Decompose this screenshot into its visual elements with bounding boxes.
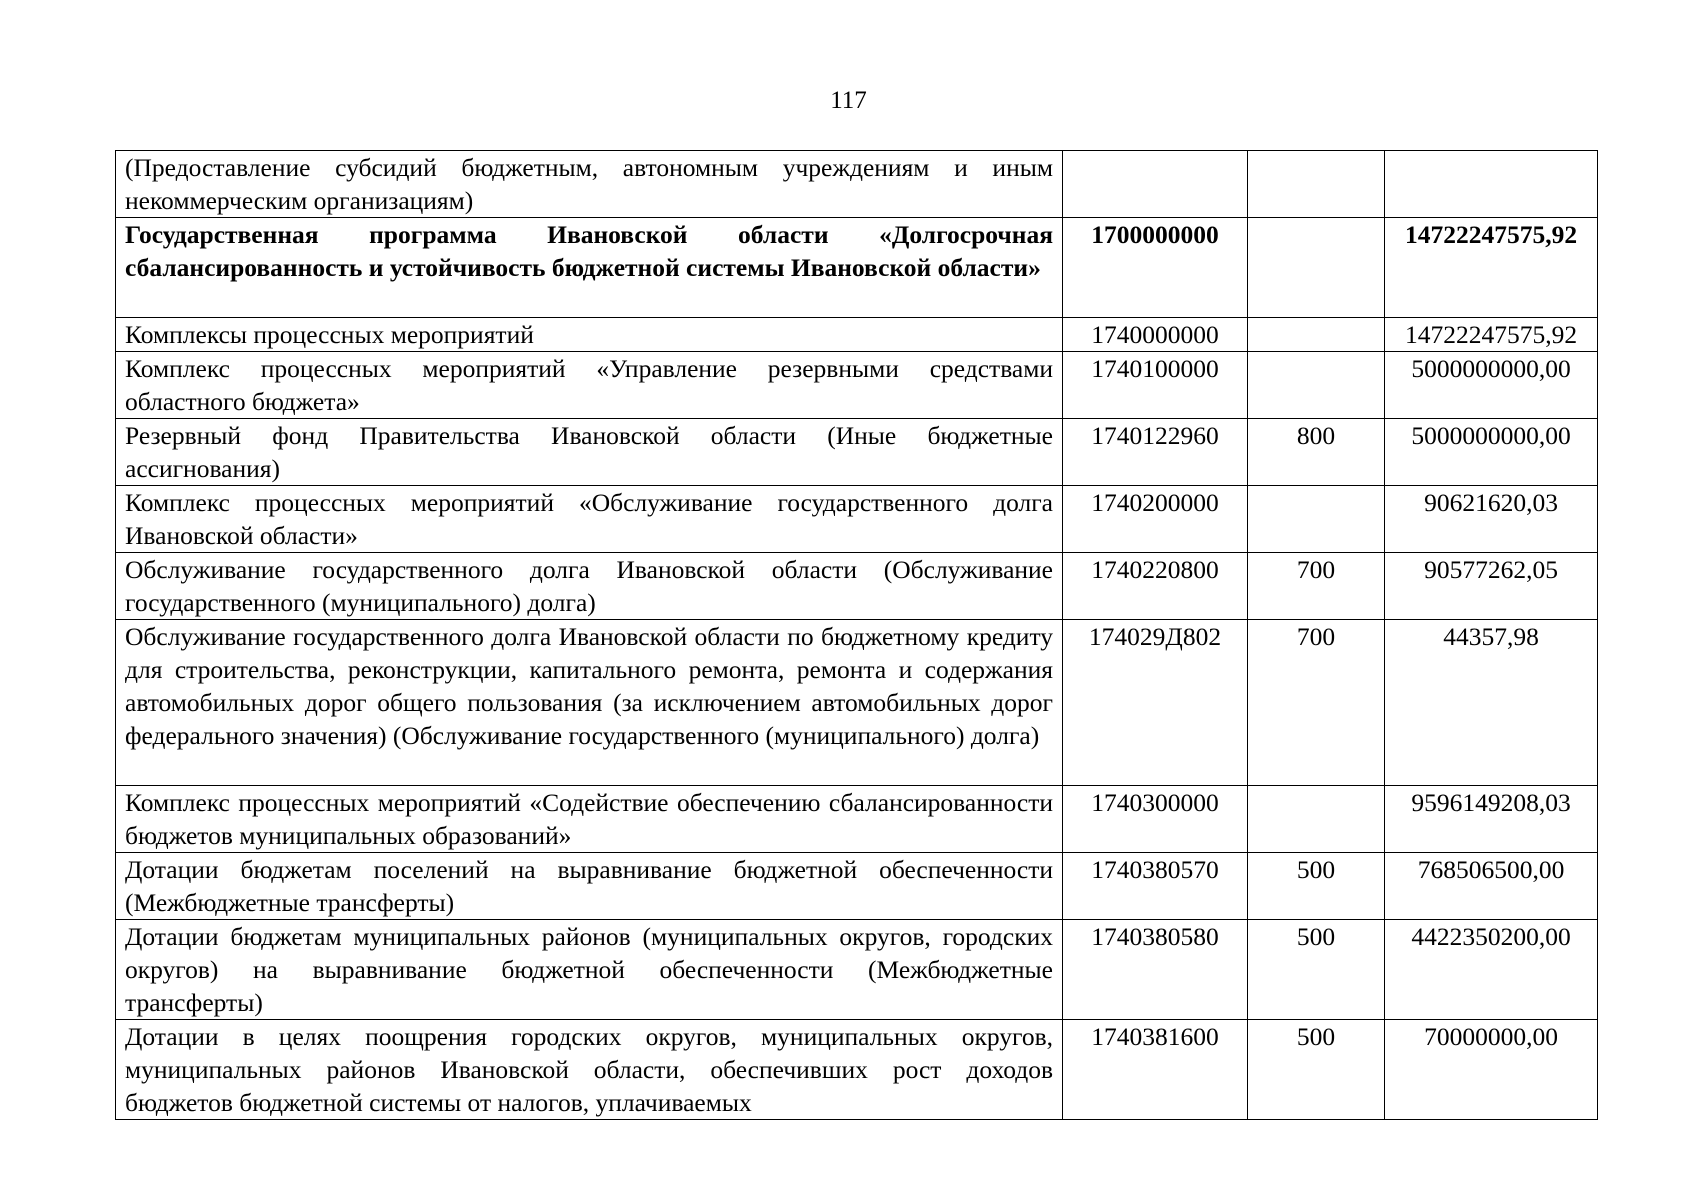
amount	[1385, 151, 1598, 218]
row-name: Обслуживание государственного долга Ивановской области (Обслуживание государственного (муниципального) долга)	[116, 553, 1063, 620]
table-row	[116, 318, 1598, 352]
expense-type: 500	[1248, 920, 1385, 1020]
target-code: 1740300000	[1063, 786, 1248, 853]
target-code: 1740122960	[1063, 419, 1248, 486]
table-row	[116, 620, 1598, 786]
table-row	[116, 486, 1598, 553]
target-code: 174029Д802	[1063, 620, 1248, 786]
expense-type: 700	[1248, 553, 1385, 620]
row-name: Дотации бюджетам муниципальных районов (муниципальных округов, городских округов) на выравнивание бюджетной обеспеченности (Межбюджетные трансферты)	[116, 920, 1063, 1020]
amount: 90577262,05	[1385, 553, 1598, 620]
row-name: (Предоставление субсидий бюджетным, автономным учреждениям и иным некоммерческим организациям)	[116, 151, 1063, 218]
amount: 9596149208,03	[1385, 786, 1598, 853]
row-name: Государственная программа Ивановской области «Долгосрочная сбалансированность и устойчивость бюджетной системы Ивановской области»	[116, 218, 1063, 318]
row-name: Дотации бюджетам поселений на выравнивание бюджетной обеспеченности (Межбюджетные трансферты)	[116, 853, 1063, 920]
table-row	[116, 151, 1598, 218]
target-code: 1740000000	[1063, 318, 1248, 352]
amount: 90621620,03	[1385, 486, 1598, 553]
table-row	[116, 786, 1598, 853]
row-name: Дотации в целях поощрения городских округов, муниципальных округов, муниципальных районов Ивановской области, обеспечивших рост доходов бюджетов бюджетной системы от налогов, уплачиваемых	[116, 1020, 1063, 1120]
target-code: 1740381600	[1063, 1020, 1248, 1120]
expense-type	[1248, 218, 1385, 318]
row-name: Резервный фонд Правительства Ивановской области (Иные бюджетные ассигнования)	[116, 419, 1063, 486]
table-row	[116, 853, 1598, 920]
expense-type: 800	[1248, 419, 1385, 486]
amount: 44357,98	[1385, 620, 1598, 786]
target-code: 1740100000	[1063, 352, 1248, 419]
target-code: 1700000000	[1063, 218, 1248, 318]
row-name: Комплекс процессных мероприятий «Обслуживание государственного долга Ивановской области»	[116, 486, 1063, 553]
amount: 5000000000,00	[1385, 419, 1598, 486]
page-number: 117	[830, 87, 867, 114]
expense-type: 500	[1248, 1020, 1385, 1120]
row-name: Комплекс процессных мероприятий «Управление резервными средствами областного бюджета»	[116, 352, 1063, 419]
expense-type	[1248, 352, 1385, 419]
expense-type: 500	[1248, 853, 1385, 920]
expense-type	[1248, 786, 1385, 853]
row-name: Обслуживание государственного долга Ивановской области по бюджетному кредиту для строительства, реконструкции, капитального ремонта, ремонта и содержания автомобильных дорог общего пользования (за исключением автомобильных дорог федерального значения) (Обслуживание государственного (муниципального) долга)	[116, 620, 1063, 786]
table-row	[116, 419, 1598, 486]
row-name: Комплексы процессных мероприятий	[116, 318, 1063, 352]
amount: 5000000000,00	[1385, 352, 1598, 419]
target-code: 1740380580	[1063, 920, 1248, 1020]
expense-type: 700	[1248, 620, 1385, 786]
target-code: 1740200000	[1063, 486, 1248, 553]
table-row	[116, 352, 1598, 419]
expense-type	[1248, 151, 1385, 218]
amount: 14722247575,92	[1385, 318, 1598, 352]
target-code	[1063, 151, 1248, 218]
amount: 768506500,00	[1385, 853, 1598, 920]
amount: 14722247575,92	[1385, 218, 1598, 318]
expense-type	[1248, 486, 1385, 553]
row-name: Комплекс процессных мероприятий «Содействие обеспечению сбалансированности бюджетов муниципальных образований»	[116, 786, 1063, 853]
amount: 4422350200,00	[1385, 920, 1598, 1020]
amount: 70000000,00	[1385, 1020, 1598, 1120]
expense-type	[1248, 318, 1385, 352]
table-row	[116, 553, 1598, 620]
target-code: 1740220800	[1063, 553, 1248, 620]
table-row	[116, 218, 1598, 318]
table-row	[116, 1020, 1598, 1120]
budget-table	[115, 150, 1598, 1120]
table-row	[116, 920, 1598, 1020]
target-code: 1740380570	[1063, 853, 1248, 920]
